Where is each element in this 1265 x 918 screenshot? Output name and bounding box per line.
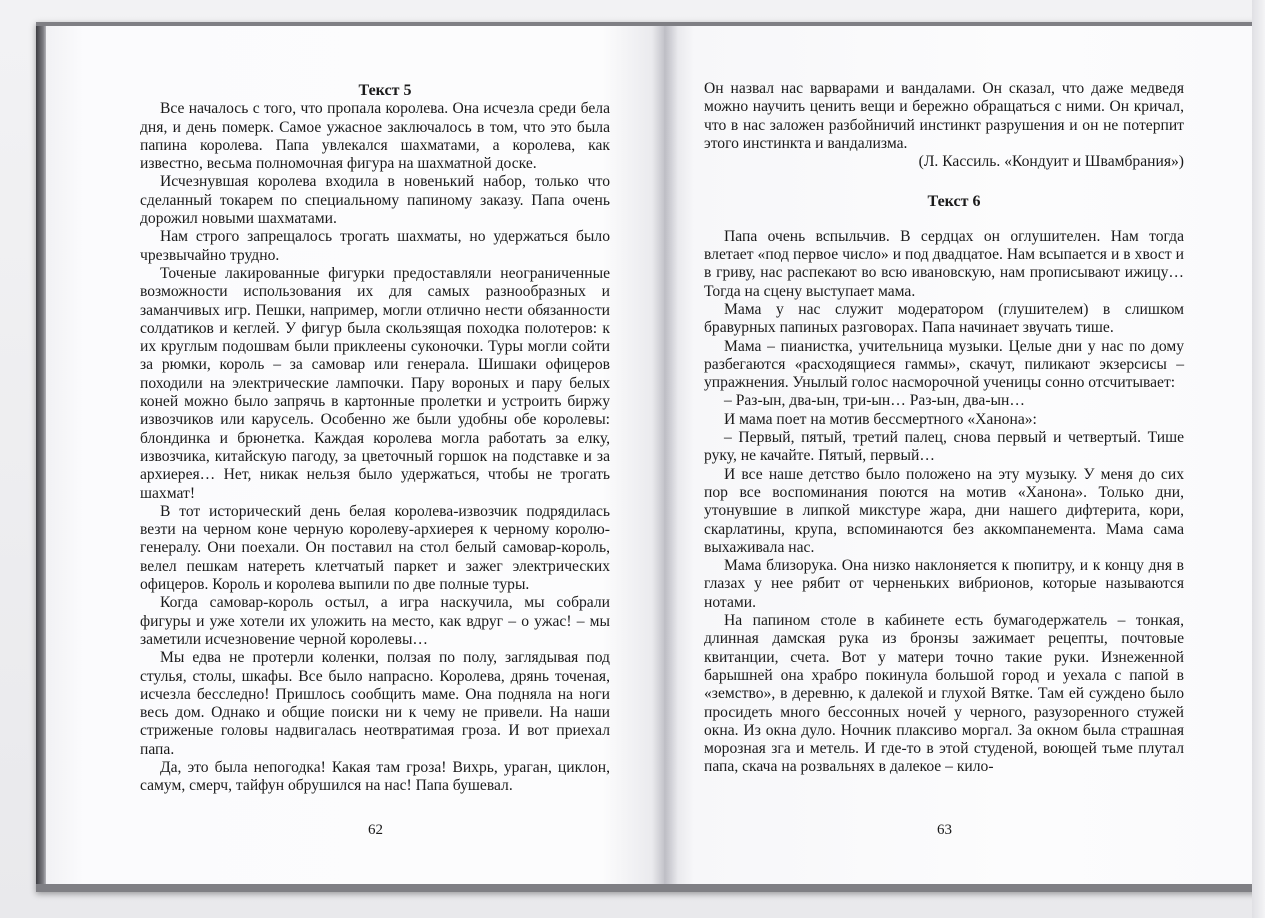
page-number-right: 63 [937,822,952,838]
page-left-text [140,82,610,796]
paragraph: Мама близорука. Она низко наклоняется к пюпитру, и к концу дня в глазах у нее рябит от черненьких вибрионов, которые называются нотами. [704,557,1184,611]
page-left [46,26,664,884]
paragraph: Мама – пианистка, учительница музыки. Целые дни у нас по дому разбегаются «расходящиеся гаммы», скачут, пиликают экзерсисы – упражнения. Унылый голос насморочной ученицы сонно отсчитывает: [704,337,1184,392]
citation: (Л. Кассиль. «Кондуит и Швамбрания») [918,153,1184,171]
paragraph: В тот исторический день белая королева-извозчик подрядилась везти на черном коне черную королеву-архиерея к черному королю-генералу. Они поехали. Он поставил на стол белый самовар-король, велел пешкам натереть клетчатый паркет и зажег электрических офицеров. Король и королева выпили по две полные туры. [140,502,610,594]
page-number-left: 62 [368,822,383,838]
paragraph: Да, это была непогодка! Какая там гроза! Вихрь, ураган, циклон, самум, смерч, тайфун обрушился на нас! Папа бушевал. [140,758,610,795]
paragraph: Нам строго запрещалось трогать шахматы, но удержаться было чрезвычайно трудно. [140,228,610,264]
scan-right-edge [1252,0,1265,918]
paragraph: Папа очень вспыльчив. В сердцах он оглушителен. Нам тогда влетает «под первое число» и под двадцатое. Нам всыпается и в хвост и в гриву, нас распекают во всю ивановскую, нам прописывают ижицу… Тогда на сцену выступает мама. [704,227,1184,300]
dialogue-line: – Первый, пятый, третий палец, снова первый и четвертый. Тише руку, не качайте. Пятый, первый… [704,429,1184,465]
heading-text-5: Текст 5 [358,82,412,99]
paragraph: На папином столе в кабинете есть бумагодержатель – тонкая, длинная дамская рука из бронзы зажимает рецепты, почтовые квитанции, счета. Вот у матери точно такие руки. Изнеженной барышней она храбро покинула большой город и уехала с папой в «земство», в деревню, к далекой и глухой Вятке. Там ей суждено было просидеть много бессонных ночей у черного, разузоренного стужей окна. Из окна дуло. Ночник плаксиво моргал. За окном была страшная морозная зга и метель. И где-то в этой студеной, воющей тьме плутал папа, скача на розвальнях в далекое – кило- [704,612,1184,776]
paragraph: Исчезнувшая королева входила в новенький набор, только что сделанный токарем по специальному папиному заказу. Папа очень дорожил новыми шахматами. [140,173,610,228]
paragraph: И все наше детство было положено на эту музыку. У меня до сих пор все воспоминания поются на мотив «Ханона». Только дни, утонувшие в липкой микстуре жара, дни нашего дифтерита, кори, скарлатины, крупа, вспоминаются без аккомпанемента. Мама сама выхаживала нас. [704,465,1184,556]
paragraph: Когда самовар-король остыл, а игра наскучила, мы собрали фигуры и уже хотели их уложить на место, как вдруг – о ужас! – мы заметили исчезновение черной королевы… [140,594,610,648]
continuation-paragraph: Он назвал нас варварами и вандалами. Он сказал, что даже медведя можно научить ценить вещи и бережно обращаться с ними. Он кричал, что в нас заложен разбойничий инстинкт разрушения и он не потерпит этого инстинкта и вандализма. [704,80,1184,152]
paragraph: Мама у нас служит модератором (глушителем) в слишком бравурных папиных разговорах. Папа начинает звучать тише. [704,300,1184,337]
paragraph: Все началось с того, что пропала королева. Она исчезла среди бела дня, и день померк. Самое ужасное заключалось в том, что это была папина королева. Папа увлекался шахматами, а королева, как известно, весьма полномочная фигура на шахматной доске. [140,100,610,173]
heading-text-6: Текст 6 [927,193,981,211]
dialogue-line: – Раз-ын, два-ын, три-ын… Раз-ын, два-ын… [724,392,1025,410]
page-right-text [704,80,1184,777]
paragraph: Точеные лакированные фигурки предоставляли неограниченные возможности использования их для самых разнообразных и заманчивых игр. Пешки, например, могли отлично нести обязанности солдатиков и кеглей. У фигур была скользящая походка полотеров: к их круглым подошвам были приклеены суконочки. Туры могли сойти за рюмки, король – за самовар или генерала. Шишаки офицеров походили на электрические лампочки. Пару вороных и пару белых коней можно было запрячь в картонные пролетки и устроить биржу извозчиков или карусель. Особенно же были удобны обе королевы: блондинка и брюнетка. Каждая королева могла работать за елку, извозчика, китайскую пагоду, за цветочный горшок на подставке и за архиерея… Нет, никак нельзя было удержаться, чтобы не трогать шахмат! [140,264,610,502]
paragraph: Мы едва не протерли коленки, ползая по полу, заглядывая под стулья, столы, шкафы. Все было напрасно. Королева, дрянь точеная, исчезла бесследно! Пришлось сообщить маме. Она подняла на ноги весь дом. Однако и общие поиски ни к чему не привели. На наши стриженые головы надвигалась неотвратимая гроза. И вот приехал папа. [140,649,610,758]
page-right [664,26,1262,884]
paragraph: И мама поет на мотив бессмертного «Ханона»: [724,410,1037,428]
